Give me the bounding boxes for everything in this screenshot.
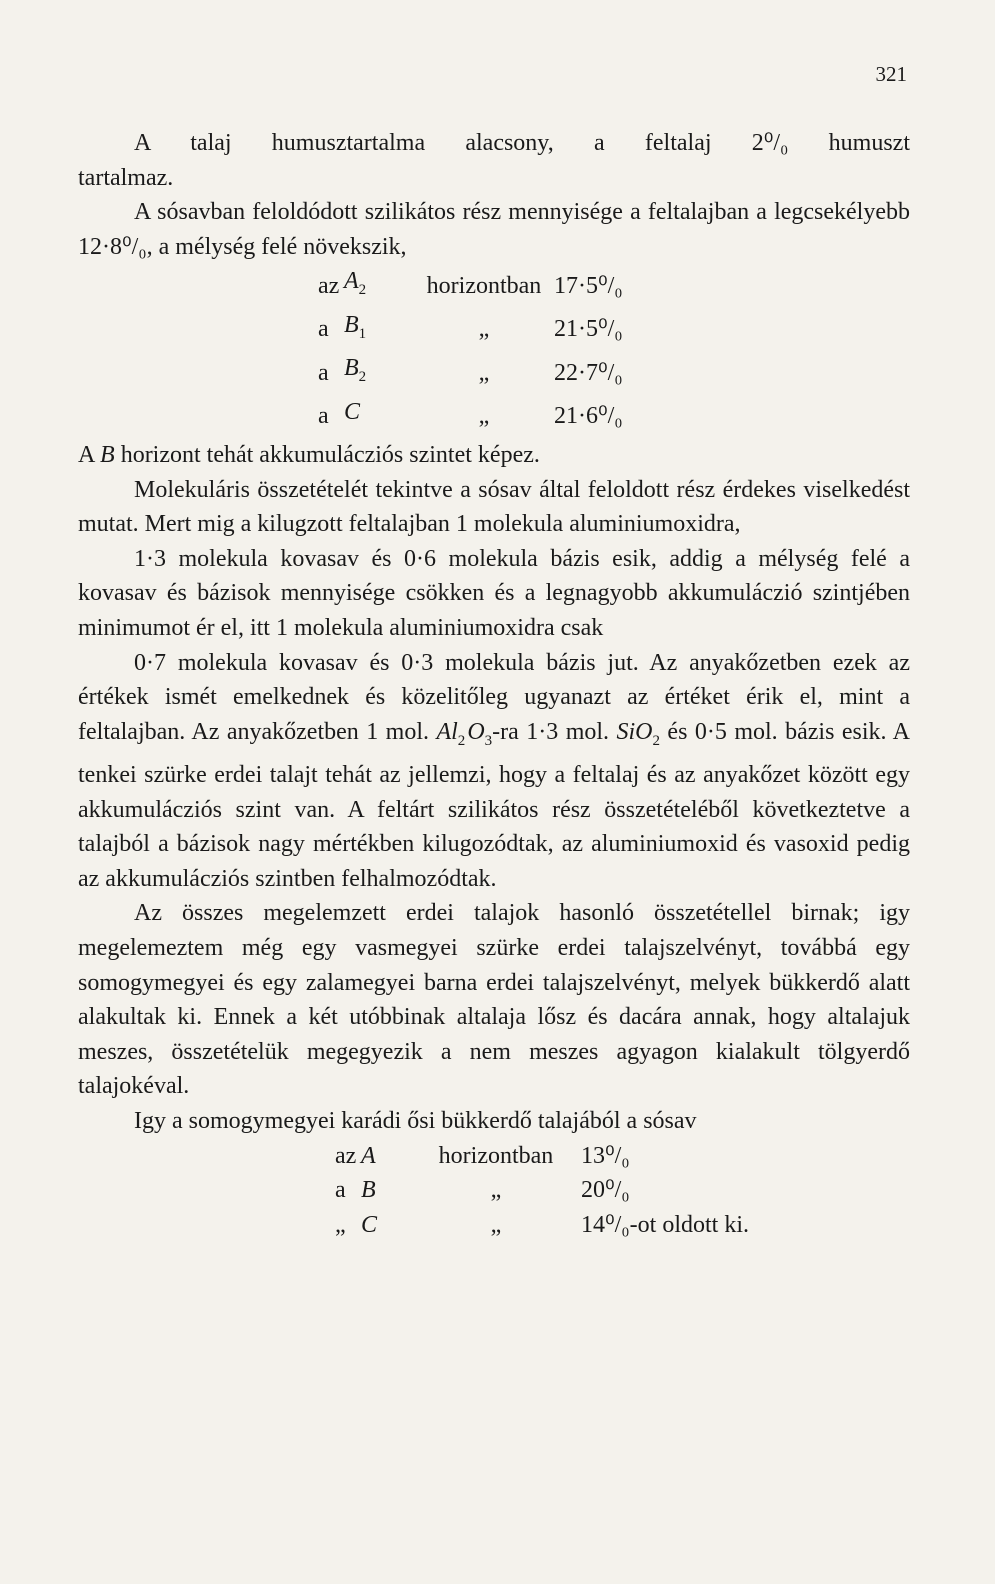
page-number: 321 [875,62,907,86]
paragraph-1-line-2: tartalmaz. [78,164,174,191]
paragraph-8: Igy a somogymegyei karádi ősi bükkerdő talajából a sósav [134,1108,697,1135]
paragraph-5: 1·3 molekula kovasav és 0·6 molekula bázis esik, addig a mélység felé a kovasav és bázisok mennyisége csökken és a legnagyobb akkumuláczió szintjében minimumot ér el, itt 1 molekula aluminiumoxidra csak [78,545,910,641]
paragraph-7: Az összes megelemzett erdei talajok hasonló összetétellel birnak; igy megelemeztem még egy vasmegyei szürke erdei talajszelvényt, továbbá egy somogymegyei és egy zalamegyei barna erdei talajszelvényt, melyek bükkerdő alatt alakultak ki. Ennek a két utóbbinak altalaja lősz és dacára annak, hogy altalajuk meszes, összetételük megegyezik a nem meszes agyagon kialakult tölgyerdő talajokéval. [78,900,910,1100]
paragraph-3: A B horizont tehát akkumulácziós szintet képez. [78,441,540,468]
paragraph-1-line-1: A talaj humusztartalma alacsony, a feltalaj 2⁰/₀ humuszt [134,130,910,156]
paragraph-4: Molekuláris összetételét tekintve a sósav által feloldott rész érdekes viselkedést mutat. Mert mig a kilugzott feltalajban 1 molekula aluminiumoxidra, [78,476,910,538]
table-row: az A horizontban 13⁰/₀ [335,1142,630,1169]
table-row: a C „ 21·6⁰/₀ [318,398,623,429]
horizon-table-1 [318,264,623,438]
table-row: a $B_1$ „ 21·5⁰/₀ [318,311,623,343]
horizon-table-2 [335,1139,749,1243]
table-row: „ C „ 14⁰/₀-ot oldott ki. [335,1211,749,1238]
paragraph-2: A sósavban feloldódott szilikátos rész mennyisége a feltalajban a legcsekélyebb 12·8⁰/₀, a mélység felé növekszik, [78,199,910,260]
page-body [78,126,910,1242]
paragraph-6: 0·7 molekula kovasav és 0·3 molekula bázis jut. Az anyakőzetben ezek az értékek ismét emelkednek és közelitőleg ugyanazt az értéket érik el, mint a feltalajban. Az anyakőzetben 1 mol. $Al_2$ $O_3-ra$ 1·3 mol. SiO$_2$ és 0·5 mol. bázis esik. A tenkei szürke erdei talajt tehát az jellemzi, hogy a feltalaj és az anyakőzet között egy akkumulácziós szint van. A feltárt szilikátos rész összetételéből következtetve a talajból a bázisok nagy mértékben kilugozódtak, az aluminiumoxid és vasoxid pedig az akkumulácziós szintben felhalmozódtak. [78,649,910,892]
table-row: a $B_2$ „ 22·7⁰/₀ [318,355,623,386]
table-row: az $A_2$ horizontban 17·5⁰/₀ [318,268,623,299]
table-row: a B „ 20⁰/₀ [335,1177,630,1204]
